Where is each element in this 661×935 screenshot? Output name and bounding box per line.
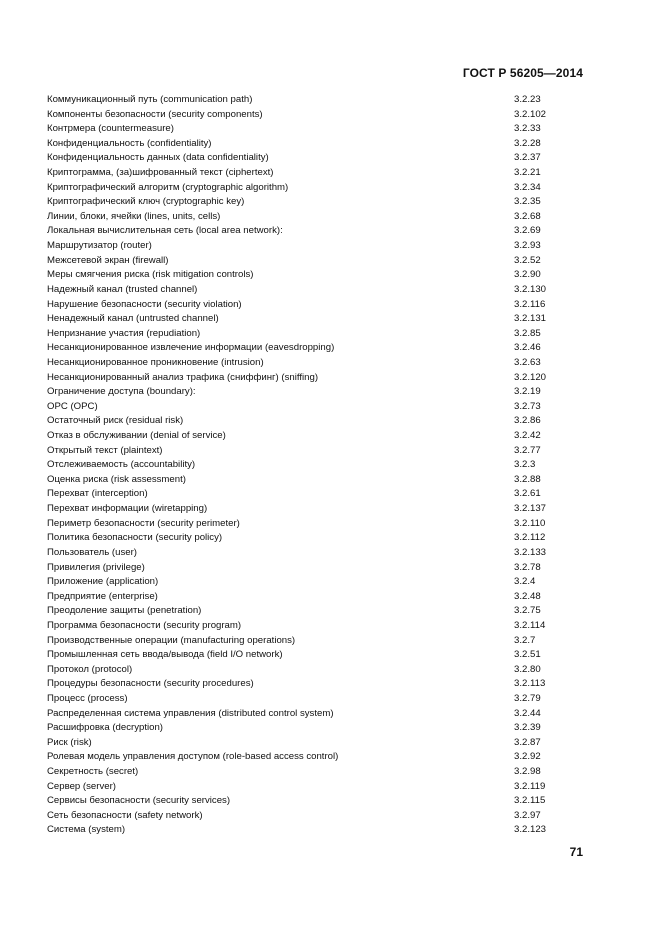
index-row (47, 298, 592, 313)
index-row (47, 531, 592, 546)
index-reference: 3.2.7 (514, 634, 536, 646)
index-term: Риск (risk) (47, 736, 92, 748)
index-term: Программа безопасности (security program) (47, 619, 242, 631)
index-row (47, 736, 592, 751)
index-term: Производственные операции (manufacturing operations) (47, 634, 296, 646)
index-term: Непризнание участия (repudiation) (47, 327, 201, 339)
index-row (47, 371, 592, 386)
index-row (47, 750, 592, 765)
index-reference: 3.2.3 (514, 459, 536, 471)
index-reference: 3.2.137 (514, 503, 547, 515)
index-reference: 3.2.19 (514, 386, 541, 398)
index-reference: 3.2.52 (514, 254, 541, 266)
index-row (47, 239, 592, 254)
index-row (47, 502, 592, 517)
index-reference: 3.2.75 (514, 605, 541, 617)
index-term: Периметр безопасности (security perimeter) (47, 517, 240, 529)
index-term: Протокол (protocol) (47, 663, 133, 675)
index-term: Компоненты безопасности (security components) (47, 108, 263, 120)
index-reference: 3.2.61 (514, 488, 541, 500)
index-row (47, 181, 592, 196)
index-term: Пользователь (user) (47, 546, 137, 558)
index-reference: 3.2.85 (514, 327, 541, 339)
index-row (47, 487, 592, 502)
index-term: Криптографический ключ (cryptographic key) (47, 196, 245, 208)
index-row (47, 385, 592, 400)
index-term: Промышленная сеть ввода/вывода (field I/O network) (47, 649, 283, 661)
index-term: Отслеживаемость (accountability) (47, 459, 196, 471)
index-row (47, 707, 592, 722)
index-row (47, 122, 592, 137)
index-row (47, 400, 592, 415)
index-reference: 3.2.92 (514, 751, 541, 763)
index-reference: 3.2.119 (514, 780, 546, 792)
index-row (47, 254, 592, 269)
index-term: Предприятие (enterprise) (47, 590, 158, 602)
index-term: Остаточный риск (residual risk) (47, 415, 184, 427)
index-term: Сервисы безопасности (security services) (47, 795, 231, 807)
index-term: Процедуры безопасности (security procedures) (47, 678, 254, 690)
index-reference: 3.2.63 (514, 356, 541, 368)
index-row (47, 312, 592, 327)
index-reference: 3.2.120 (514, 371, 547, 383)
index-row (47, 619, 592, 634)
index-row (47, 517, 592, 532)
index-term: Конфиденциальность данных (data confidentiality) (47, 152, 269, 164)
index-row (47, 823, 592, 838)
index-term: Криптограмма, (за)шифрованный текст (ciphertext) (47, 167, 274, 179)
index-row (47, 546, 592, 561)
index-row (47, 663, 592, 678)
index-term: Процесс (process) (47, 692, 128, 704)
index-row (47, 444, 592, 459)
index-row (47, 137, 592, 152)
index-reference: 3.2.87 (514, 736, 541, 748)
index-row (47, 268, 592, 283)
index-row (47, 429, 592, 444)
index-row (47, 458, 592, 473)
index-reference: 3.2.130 (514, 283, 547, 295)
index-term: Меры смягчения риска (risk mitigation controls) (47, 269, 254, 281)
index-row (47, 195, 592, 210)
index-term: Несанкционированное извлечение информации (eavesdropping) (47, 342, 335, 354)
term-index-list (47, 93, 592, 838)
index-reference: 3.2.46 (514, 342, 541, 354)
index-reference: 3.2.48 (514, 590, 541, 602)
index-term: Межсетевой экран (firewall) (47, 254, 169, 266)
index-reference: 3.2.78 (514, 561, 541, 573)
index-term: Ограничение доступа (boundary): (47, 386, 196, 398)
index-reference: 3.2.79 (514, 692, 541, 704)
document-header: ГОСТ Р 56205—2014 (462, 66, 583, 80)
index-term: Перехват информации (wiretapping) (47, 503, 208, 515)
index-term: Криптографический алгоритм (cryptographic algorithm) (47, 181, 289, 193)
index-row (47, 809, 592, 824)
index-row (47, 210, 592, 225)
index-reference: 3.2.33 (514, 123, 541, 135)
index-term: Система (system) (47, 824, 126, 836)
index-reference: 3.2.39 (514, 722, 541, 734)
index-reference: 3.2.112 (514, 532, 546, 544)
index-reference: 3.2.90 (514, 269, 541, 281)
index-term: Конфиденциальность (confidentiality) (47, 137, 212, 149)
index-row (47, 677, 592, 692)
index-reference: 3.2.93 (514, 240, 541, 252)
index-row (47, 604, 592, 619)
index-reference: 3.2.123 (514, 824, 547, 836)
index-row (47, 575, 592, 590)
index-term: Сеть безопасности (safety network) (47, 809, 203, 821)
index-reference: 3.2.131 (514, 313, 547, 325)
index-term: Открытый текст (plaintext) (47, 444, 163, 456)
index-reference: 3.2.116 (514, 298, 546, 310)
index-row (47, 561, 592, 576)
index-reference: 3.2.51 (514, 649, 541, 661)
index-term: Несанкционированное проникновение (intrusion) (47, 356, 264, 368)
index-term: Отказ в обслуживании (denial of service) (47, 430, 226, 442)
index-reference: 3.2.98 (514, 766, 541, 778)
index-term: Политика безопасности (security policy) (47, 532, 223, 544)
index-term: Нарушение безопасности (security violation) (47, 298, 242, 310)
index-term: Распределенная система управления (distributed control system) (47, 707, 334, 719)
index-reference: 3.2.73 (514, 400, 541, 412)
index-row (47, 765, 592, 780)
index-row (47, 692, 592, 707)
index-row (47, 93, 592, 108)
index-reference: 3.2.97 (514, 809, 541, 821)
index-term: Преодоление защиты (penetration) (47, 605, 202, 617)
index-reference: 3.2.35 (514, 196, 541, 208)
index-term: Несанкционированный анализ трафика (сниффинг) (sniffing) (47, 371, 319, 383)
index-reference: 3.2.113 (514, 678, 546, 690)
index-reference: 3.2.68 (514, 210, 541, 222)
index-reference: 3.2.110 (514, 517, 546, 529)
index-row (47, 590, 592, 605)
index-row (47, 473, 592, 488)
index-row (47, 327, 592, 342)
index-row (47, 648, 592, 663)
index-reference: 3.2.115 (514, 795, 546, 807)
index-row (47, 721, 592, 736)
index-term: OPC (OPC) (47, 400, 98, 412)
index-term: Привилегия (privilege) (47, 561, 145, 573)
index-term: Надежный канал (trusted channel) (47, 283, 198, 295)
index-reference: 3.2.23 (514, 94, 541, 105)
index-term: Оценка риска (risk assessment) (47, 473, 186, 485)
index-reference: 3.2.133 (514, 546, 547, 558)
index-reference: 3.2.34 (514, 181, 541, 193)
index-row (47, 794, 592, 809)
index-term: Коммуникационный путь (communication path) (47, 94, 253, 105)
index-term: Приложение (application) (47, 576, 159, 588)
index-reference: 3.2.28 (514, 137, 541, 149)
index-reference: 3.2.80 (514, 663, 541, 675)
index-reference: 3.2.44 (514, 707, 541, 719)
index-term: Секретность (secret) (47, 766, 139, 778)
index-row (47, 634, 592, 649)
index-row (47, 166, 592, 181)
index-reference: 3.2.37 (514, 152, 541, 164)
index-row (47, 780, 592, 795)
index-row (47, 356, 592, 371)
index-term: Ненадежный канал (untrusted channel) (47, 313, 219, 325)
index-row (47, 151, 592, 166)
index-reference: 3.2.86 (514, 415, 541, 427)
index-term: Расшифровка (decryption) (47, 722, 163, 734)
index-term: Ролевая модель управления доступом (role-based access control) (47, 751, 339, 763)
index-row (47, 414, 592, 429)
index-row (47, 224, 592, 239)
index-term: Сервер (server) (47, 780, 116, 792)
index-term: Маршрутизатор (router) (47, 240, 152, 252)
page-number: 71 (569, 845, 583, 859)
index-term: Локальная вычислительная сеть (local area network): (47, 225, 283, 237)
index-reference: 3.2.21 (514, 167, 541, 179)
index-term: Перехват (interception) (47, 488, 148, 500)
index-reference: 3.2.42 (514, 430, 541, 442)
index-row (47, 283, 592, 298)
index-reference: 3.2.77 (514, 444, 541, 456)
index-row (47, 341, 592, 356)
index-reference: 3.2.4 (514, 576, 536, 588)
index-reference: 3.2.102 (514, 108, 547, 120)
index-term: Линии, блоки, ячейки (lines, units, cells) (47, 210, 221, 222)
index-row (47, 108, 592, 123)
index-reference: 3.2.69 (514, 225, 541, 237)
index-reference: 3.2.88 (514, 473, 541, 485)
index-term: Контрмера (countermeasure) (47, 123, 174, 135)
index-reference: 3.2.114 (514, 619, 546, 631)
